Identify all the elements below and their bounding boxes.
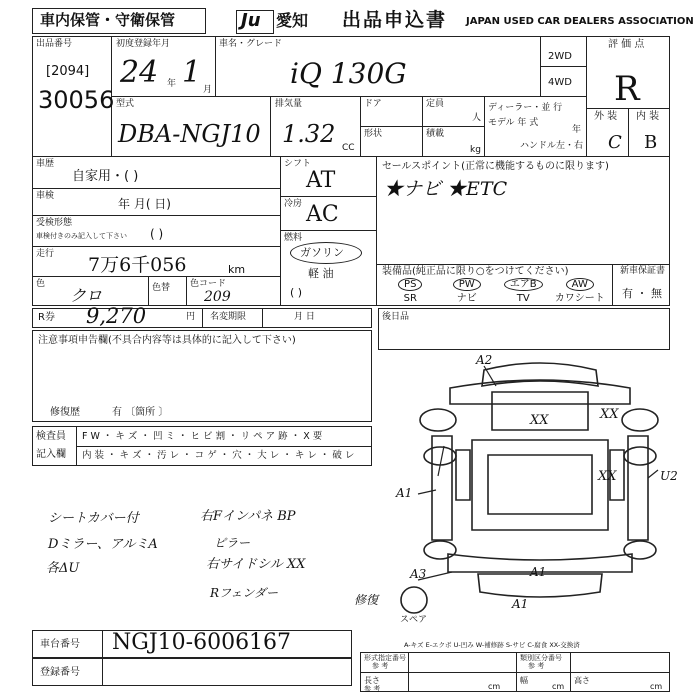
chassis-value: NGJ10-6006167 bbox=[112, 630, 292, 655]
handle-label: ハンドル bbox=[520, 141, 557, 151]
year-unit: 年 bbox=[167, 79, 177, 89]
warranty-options: 有 ・ 無 bbox=[622, 287, 662, 300]
equipment-item-label: SR bbox=[403, 293, 417, 304]
rating-value: R bbox=[614, 69, 640, 109]
logo-region: 愛知 bbox=[276, 11, 309, 30]
mark-u2: U2 bbox=[660, 469, 678, 483]
width-label: 幅 bbox=[520, 676, 528, 685]
class-spec-ref: 参 考 bbox=[528, 662, 545, 670]
registration-box bbox=[32, 658, 352, 686]
length-label: 長さ bbox=[364, 676, 380, 685]
caution-label: 注意事項申告欄(不具合内容等は具体的に記入して下さい) bbox=[38, 335, 296, 346]
shift-value: AT bbox=[306, 168, 336, 193]
inspector-note-each: 各ΔU bbox=[46, 561, 80, 576]
usage-value: 自家用・( ) bbox=[72, 169, 139, 184]
fuel-label: 燃料 bbox=[284, 233, 303, 243]
model-grade-value: iQ 130G bbox=[290, 57, 407, 90]
rating-label: 評 価 点 bbox=[608, 39, 645, 50]
selling-points-label: セールスポイント(正常に機能するものに限ります) bbox=[382, 161, 609, 172]
listing-number-label: 出品番号 bbox=[36, 39, 73, 49]
interior-label: 内 装 bbox=[636, 111, 660, 122]
equipment-item-label: カワシート bbox=[554, 293, 605, 304]
type-label: 型式 bbox=[116, 99, 135, 109]
warranty-label: 新車保証書 bbox=[620, 266, 666, 276]
equipment-item-label: AW bbox=[566, 278, 594, 291]
inspection-value: 年 月( 日) bbox=[118, 197, 171, 211]
height-label: 高さ bbox=[574, 676, 590, 685]
month-unit: 月 bbox=[203, 85, 213, 95]
form-spec-ref: 参 考 bbox=[372, 662, 389, 670]
registration-year: 24 bbox=[120, 55, 159, 90]
repair-history-label: 修復歴 bbox=[50, 407, 80, 418]
fuel-paren: ( ) bbox=[290, 286, 303, 299]
usage-label: 車歴 bbox=[36, 159, 55, 169]
damage-legend: A-キズ E-エクボ U-凹み W-補修跡 S-サビ C-腐食 XX-交換済 bbox=[404, 641, 580, 649]
form-spec-label: 形式指定番号 bbox=[364, 654, 406, 662]
name-change-value: 月 日 bbox=[294, 312, 315, 322]
dealer-label: ディーラー・並 行 bbox=[488, 103, 563, 113]
inspection-label: 車検 bbox=[36, 191, 55, 201]
type-value: DBA-NGJ10 bbox=[118, 120, 261, 148]
load-unit: kg bbox=[470, 145, 481, 155]
displacement-label: 排気量 bbox=[275, 99, 303, 109]
door-label: ドア bbox=[364, 99, 382, 109]
ac-value: AC bbox=[306, 202, 339, 227]
mark-a3: A3 bbox=[410, 567, 427, 581]
mileage-value: 7万6千056 bbox=[88, 254, 187, 276]
mileage-unit: km bbox=[228, 263, 246, 276]
mark-repair: 修復 bbox=[354, 593, 379, 607]
shape-label: 形状 bbox=[364, 129, 383, 139]
shift-label: シフト bbox=[284, 159, 312, 169]
cc-unit: CC bbox=[342, 143, 355, 153]
selling-points-value: ★ナビ ★ETC bbox=[384, 178, 508, 200]
height-unit: cm bbox=[650, 682, 663, 691]
equipment-label: 装備品(純正品に限り○をつけてください) bbox=[382, 266, 569, 277]
lot-code: [2094] bbox=[46, 64, 90, 79]
receipt-paren: ( ) bbox=[150, 227, 164, 241]
listing-number: 30056 bbox=[38, 86, 115, 114]
mark-a1-center: A1 bbox=[530, 565, 547, 579]
recycle-yen: 円 bbox=[186, 312, 196, 322]
association-name: JAPAN USED CAR DEALERS ASSOCIATION bbox=[466, 16, 694, 27]
mark-a2: A2 bbox=[476, 353, 493, 367]
mileage-label: 走行 bbox=[36, 249, 55, 259]
name-change-label: 名変期限 bbox=[210, 312, 247, 322]
equipment-item-label: PW bbox=[453, 278, 481, 291]
inspector-row-exterior: F W ・ キ ズ ・ 凹 ミ ・ ヒ ビ 割 ・ リ ペ ア 跡 ・ X 要 bbox=[82, 431, 323, 442]
inspector-row-interior: 内 装 ・ キ ズ ・ 汚 レ ・ コ ゲ ・ 穴 ・ 大 レ ・ キ レ ・ 破 レ bbox=[82, 450, 355, 461]
chassis-label: 車台番号 bbox=[40, 639, 80, 650]
exterior-label: 外 装 bbox=[594, 111, 618, 122]
logo-mark: Ju bbox=[241, 10, 261, 31]
load-label: 積載 bbox=[426, 129, 445, 139]
color-label: 色 bbox=[36, 279, 46, 289]
color-code-label: 色コード bbox=[190, 279, 227, 289]
model-year-unit: 年 bbox=[572, 125, 582, 135]
handle-options: 左・右 bbox=[556, 141, 584, 151]
equipment-item-label: ナビ bbox=[456, 293, 477, 304]
mark-a1-left: A1 bbox=[396, 486, 413, 500]
capacity-label: 定員 bbox=[426, 99, 445, 109]
capacity-unit: 人 bbox=[472, 113, 482, 123]
registration-label: 登録番号 bbox=[40, 667, 80, 678]
recycle-value: 9,270 bbox=[86, 304, 147, 328]
inspector-label-top: 検査員 bbox=[36, 431, 66, 442]
color-swap-label: 色替 bbox=[152, 283, 171, 293]
ac-label: 冷房 bbox=[284, 199, 303, 209]
rear-items-label: 後日品 bbox=[382, 312, 410, 322]
length-unit: cm bbox=[488, 682, 501, 691]
first-registration-label: 初度登録年月 bbox=[116, 39, 171, 49]
storage-label: 車内保管・守衛保管 bbox=[40, 11, 176, 29]
displacement-value: 1.32 bbox=[282, 120, 336, 148]
mark-xx-hood: XX bbox=[530, 413, 549, 428]
inspector-note-mirror: Dミラー、アルミA bbox=[48, 537, 158, 552]
model-grade-label: 車名・グレード bbox=[219, 39, 283, 49]
registration-month: 1 bbox=[182, 55, 202, 90]
model-year-label: モデル 年 式 bbox=[488, 118, 539, 128]
equipment-item-label: PS bbox=[398, 278, 422, 291]
fuel-value: ガソリン bbox=[300, 246, 344, 259]
spare-label: スペア bbox=[400, 615, 428, 625]
mark-a1-rear: A1 bbox=[512, 597, 529, 611]
inspector-note-sill: 右サイドシル XX bbox=[206, 557, 306, 572]
inspector-note-panel: 右Fインパネ BP bbox=[200, 509, 296, 524]
inspector-note-seat-cover: シートカバー付 bbox=[48, 511, 139, 526]
interior-grade: B bbox=[644, 132, 658, 153]
width-unit: cm bbox=[552, 682, 565, 691]
mark-xx-right-top: XX bbox=[600, 407, 619, 422]
class-spec-label: 類別区分番号 bbox=[520, 654, 562, 662]
form-title: 出品申込書 bbox=[342, 9, 448, 31]
drive-2wd: 2WD bbox=[548, 51, 572, 62]
exterior-grade: C bbox=[608, 132, 622, 153]
color-code-value: 209 bbox=[204, 289, 231, 305]
color-value: クロ bbox=[70, 286, 103, 305]
recycle-label: R券 bbox=[38, 312, 55, 323]
inspector-label-bottom: 記入欄 bbox=[36, 449, 66, 460]
receipt-note: 車検付きのみ記入して下さい bbox=[36, 232, 127, 240]
mark-xx-right-side: XX bbox=[598, 469, 617, 484]
drive-4wd: 4WD bbox=[548, 77, 572, 88]
inspector-note-fender: Rフェンダー bbox=[210, 586, 278, 600]
length-ref: 参 考 bbox=[364, 685, 381, 693]
repair-history-value: 有 〔箇所 〕 bbox=[112, 407, 169, 418]
receipt-label: 受検形態 bbox=[36, 218, 73, 228]
equipment-item-label: エアB bbox=[504, 278, 543, 291]
equipment-item-label: TV bbox=[516, 293, 530, 304]
inspector-note-pillar: ピラー bbox=[214, 536, 251, 550]
fuel-option-diesel: 軽 油 bbox=[308, 267, 334, 280]
